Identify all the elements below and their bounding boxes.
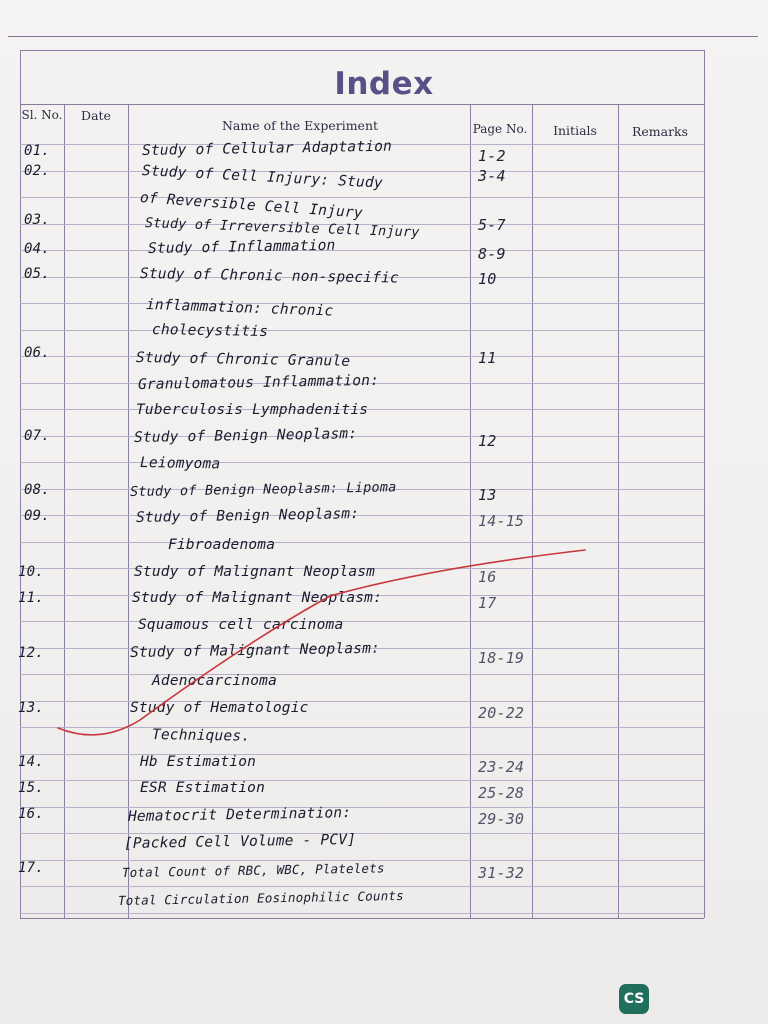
- experiment-name-cell: Tuberculosis Lymphadenitis: [136, 402, 369, 418]
- sl-no-cell: 11.: [18, 590, 44, 606]
- page-no-cell: 29-30: [478, 810, 525, 828]
- sl-no-cell: 06.: [24, 345, 50, 361]
- sl-no-cell: 04.: [24, 241, 50, 257]
- experiment-name-cell: Total Count of RBC, WBC, Platelets: [121, 860, 385, 880]
- red-diagonal-stroke: [58, 550, 585, 735]
- sl-no-cell: 01.: [24, 143, 50, 159]
- page-title: Index: [334, 66, 434, 102]
- sl-no-cell: 03.: [24, 212, 50, 228]
- header-sl-no: Sl. No.: [21, 108, 63, 122]
- header-remarks: Remarks: [631, 124, 689, 139]
- header-initials: Initials: [553, 123, 597, 138]
- sl-no-cell: 09.: [24, 508, 50, 524]
- page-no-cell: 31-32: [478, 864, 525, 882]
- experiment-name-cell: Study of Cellular Adaptation: [141, 138, 393, 159]
- sl-no-cell: 16.: [18, 806, 44, 822]
- page-no-cell: 3-4: [478, 167, 506, 185]
- page-no-cell: 23-24: [478, 758, 525, 776]
- page-no-cell: 14-15: [478, 512, 525, 530]
- sl-no-cell: 08.: [24, 482, 50, 498]
- experiment-name-cell: Study of Malignant Neoplasm: [134, 564, 376, 580]
- experiment-name-cell: Hb Estimation: [140, 754, 257, 770]
- page-no-cell: 12: [478, 432, 497, 450]
- experiment-name-cell: cholecystitis: [151, 322, 269, 341]
- sl-no-cell: 12.: [18, 645, 44, 661]
- sl-no-cell: 15.: [18, 780, 44, 796]
- page-no-cell: 18-19: [478, 649, 525, 667]
- experiment-name-cell: Adenocarcinoma: [152, 673, 278, 689]
- experiment-name-cell: Total Circulation Eosinophilic Counts: [117, 888, 404, 908]
- experiment-name-cell: Study of Chronic Granule: [135, 350, 351, 370]
- experiment-name-cell: Study of Hematologic: [130, 700, 309, 716]
- experiment-name-cell: Study of Irreversible Cell Injury: [144, 215, 420, 241]
- page-no-cell: 25-28: [478, 784, 525, 802]
- experiment-name-cell: Study of Benign Neoplasm: Lipoma: [129, 479, 397, 500]
- sl-no-cell: 10.: [18, 564, 44, 580]
- experiment-name-cell: Fibroadenoma: [168, 537, 276, 553]
- sl-no-cell: 17.: [18, 860, 44, 876]
- experiment-name-cell: [Packed Cell Volume - PCV]: [123, 831, 357, 852]
- experiment-name-cell: inflammation: chronic: [145, 297, 334, 320]
- experiment-name-cell: Study of Benign Neoplasm:: [135, 506, 360, 526]
- page-no-cell: 16: [478, 568, 497, 586]
- header-date: Date: [81, 108, 111, 123]
- experiment-name-cell: Granulomatous Inflammation:: [137, 372, 380, 393]
- experiment-name-cell: Techniques.: [151, 727, 251, 745]
- page-no-cell: 20-22: [478, 704, 525, 722]
- experiment-name-cell: ESR Estimation: [140, 780, 266, 796]
- sl-no-cell: 14.: [18, 754, 44, 770]
- page-no-cell: 11: [478, 349, 497, 367]
- header-page-no: Page No.: [472, 122, 528, 136]
- experiment-name-cell: Leiomyoma: [139, 455, 221, 473]
- header-name: Name of the Experiment: [221, 118, 379, 133]
- experiment-name-cell: Study of Malignant Neoplasm:: [132, 590, 383, 606]
- experiment-name-cell: Study of Malignant Neoplasm:: [129, 640, 381, 661]
- sl-no-cell: 07.: [24, 428, 50, 444]
- sl-no-cell: 13.: [18, 700, 44, 716]
- page-no-cell: 8-9: [478, 245, 506, 263]
- experiment-name-cell: Squamous cell carcinoma: [138, 617, 344, 633]
- page-no-cell: 1-2: [478, 147, 506, 165]
- sl-no-cell: 02.: [24, 163, 50, 179]
- page-no-cell: 5-7: [478, 216, 506, 234]
- page-no-cell: 17: [478, 594, 497, 612]
- sl-no-cell: 05.: [24, 266, 50, 282]
- experiment-name-cell: Study of Benign Neoplasm:: [133, 426, 358, 446]
- experiment-name-cell: Study of Inflammation: [147, 237, 336, 257]
- page-no-cell: 10: [478, 270, 497, 288]
- experiment-name-cell: of Reversible Cell Injury: [139, 190, 364, 222]
- page-no-cell: 13: [478, 486, 497, 504]
- experiment-name-cell: Study of Cell Injury: Study: [141, 163, 384, 192]
- experiment-name-cell: Study of Chronic non-specific: [139, 266, 400, 287]
- camscanner-logo: CS: [619, 984, 649, 1014]
- experiment-name-cell: Hematocrit Determination:: [127, 805, 352, 825]
